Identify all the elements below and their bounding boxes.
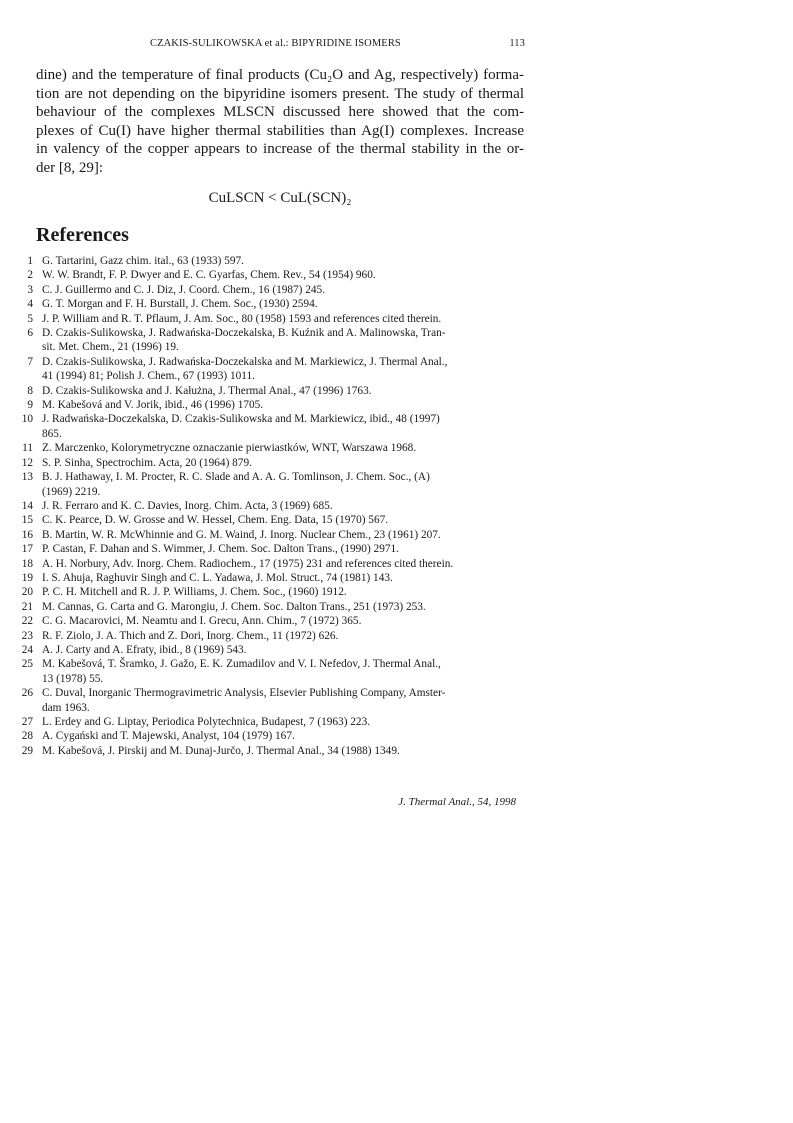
reference-item [18, 355, 538, 384]
reference-text: C. G. Macarovici, M. Neamtu and I. Grecu, Ann. Chim., 7 (1972) 365. [42, 615, 362, 628]
reference-text: Z. Marczenko, Kolorymetryczne oznaczanie pierwiastków, WNT, Warszawa 1968. [42, 442, 417, 455]
reference-text: I. S. Ahuja, Raghuvir Singh and C. L. Yadawa, J. Mol. Struct., 74 (1981) 143. [42, 571, 393, 584]
reference-text: 865. [42, 427, 62, 440]
reference-item [18, 686, 538, 715]
body-line: plexes of Cu(I) have higher thermal stabilities than Ag(I) complexes. Increase [36, 122, 524, 139]
reference-text: W. W. Brandt, F. P. Dwyer and E. C. Gyarfas, Chem. Rev., 54 (1954) 960. [42, 269, 376, 282]
reference-number: 22 [21, 615, 33, 628]
reference-number: 9 [27, 399, 33, 412]
reference-item [18, 571, 538, 585]
reference-number: 4 [27, 298, 33, 311]
body-line: in valency of the copper appears to increase of the thermal stability in the or- [36, 141, 524, 157]
reference-text: 13 (1978) 55. [42, 672, 104, 685]
reference-text: L. Erdey and G. Liptay, Periodica Polytechnica, Budapest, 7 (1963) 223. [42, 716, 371, 728]
reference-text: J. P. William and R. T. Pflaum, J. Am. Soc., 80 (1958) 1593 and references cited therein. [42, 312, 442, 325]
reference-number: 24 [21, 643, 33, 656]
reference-item [18, 283, 538, 297]
reference-number: 29 [21, 744, 33, 757]
reference-item [18, 499, 538, 513]
reference-number: 26 [21, 687, 33, 700]
reference-item [18, 729, 538, 743]
reference-item [18, 312, 538, 326]
references-list [18, 254, 538, 758]
reference-item [18, 441, 538, 455]
reference-item [18, 326, 538, 355]
reference-text: dam 1963. [42, 701, 90, 714]
reference-item [18, 268, 538, 282]
reference-item [18, 297, 538, 311]
reference-item [18, 528, 538, 542]
reference-number: 21 [21, 600, 33, 613]
reference-text: A. H. Norbury, Adv. Inorg. Chem. Radiochem., 17 (1975) 231 and references cited therein. [42, 557, 454, 570]
reference-item [18, 513, 538, 527]
body-paragraph [36, 66, 524, 177]
reference-item [18, 384, 538, 398]
body-line: der [8, 29]: [36, 159, 104, 176]
reference-number: 23 [21, 629, 33, 642]
reference-text: C. J. Guillermo and C. J. Diz, J. Coord. Chem., 16 (1987) 245. [42, 283, 326, 296]
page-number: 113 [509, 38, 525, 49]
body-line: dine) and the temperature of final products (Cu₂O and Ag, respectively) forma- [36, 67, 524, 83]
journal-footer: J. Thermal Anal., 54, 1998 [398, 796, 516, 808]
reference-number: 6 [27, 327, 33, 340]
reference-item [18, 614, 538, 628]
reference-item [18, 744, 538, 758]
reference-text: C. Duval, Inorganic Thermogravimetric Analysis, Elsevier Publishing Company, Amster- [42, 687, 446, 700]
reference-text: P. Castan, F. Dahan and S. Wimmer, J. Chem. Soc. Dalton Trans., (1990) 2971. [42, 543, 399, 556]
references-heading: References [36, 224, 129, 246]
reference-number: 8 [27, 384, 33, 397]
body-line: tion are not depending on the bipyridine isomers present. The study of thermal [36, 85, 524, 102]
reference-number: 18 [21, 557, 33, 570]
reference-text: G. T. Morgan and F. H. Burstall, J. Chem. Soc., (1930) 2594. [42, 298, 318, 311]
reference-number: 25 [21, 658, 33, 671]
reference-number: 12 [21, 456, 33, 469]
reference-number: 27 [21, 716, 33, 728]
reference-text: (1969) 2219. [42, 485, 101, 498]
reference-item [18, 398, 538, 412]
reference-item [18, 585, 538, 599]
reference-text: R. F. Ziolo, J. A. Thich and Z. Dori, Inorg. Chem., 11 (1972) 626. [42, 629, 339, 642]
reference-number: 17 [21, 543, 33, 556]
running-head-title: CZAKIS-SULIKOWSKA et al.: BIPYRIDINE ISOMERS [150, 38, 401, 49]
reference-number: 11 [22, 442, 33, 455]
reference-text: D. Czakis-Sulikowska, J. Radwańska-Doczekalska and M. Markiewicz, J. Thermal Anal., [42, 355, 448, 368]
reference-item [18, 456, 538, 470]
reference-item [18, 715, 538, 729]
reference-number: 2 [27, 269, 33, 282]
reference-item [18, 542, 538, 556]
reference-text: P. C. H. Mitchell and R. J. P. Williams, J. Chem. Soc., (1960) 1912. [42, 586, 347, 599]
reference-text: C. K. Pearce, D. W. Grosse and W. Hessel, Chem. Eng. Data, 15 (1970) 567. [42, 514, 389, 527]
body-line: behaviour of the complexes MLSCN discussed here showed that the com- [36, 104, 524, 120]
reference-number: 7 [27, 355, 33, 368]
reference-text: D. Czakis-Sulikowska and J. Kałużna, J. Thermal Anal., 47 (1996) 1763. [42, 384, 372, 397]
reference-item [18, 557, 538, 571]
reference-text: J. Radwańska-Doczekalska, D. Czakis-Sulikowska and M. Markiewicz, ibid., 48 (1997) [42, 413, 440, 426]
reference-item [18, 254, 538, 268]
reference-number: 14 [21, 499, 33, 512]
reference-item [18, 657, 538, 686]
reference-number: 5 [27, 312, 33, 325]
reference-text: 41 (1994) 81; Polish J. Chem., 67 (1993) 1011. [42, 370, 255, 383]
reference-number: 1 [27, 255, 33, 267]
reference-number: 15 [21, 514, 33, 527]
reference-text: A. J. Carty and A. Efraty, ibid., 8 (1969) 543. [42, 643, 247, 656]
reference-number: 20 [21, 586, 33, 599]
reference-text: A. Cygański and T. Majewski, Analyst, 104 (1979) 167. [42, 730, 295, 743]
reference-text: M. Cannas, G. Carta and G. Marongiu, J. Chem. Soc. Dalton Trans., 251 (1973) 253. [42, 600, 426, 613]
reference-text: M. Kabešová, T. Šramko, J. Gažo, E. K. Zumadilov and V. I. Nefedov, J. Thermal Anal., [42, 658, 441, 671]
reference-text: G. Tartarini, Gazz chim. ital., 63 (1933) 597. [42, 255, 244, 267]
reference-text: J. R. Ferraro and K. C. Davies, Inorg. Chim. Acta, 3 (1969) 685. [42, 499, 333, 512]
reference-number: 19 [21, 571, 33, 584]
reference-number: 28 [21, 730, 33, 743]
reference-item [18, 629, 538, 643]
reference-text: sit. Met. Chem., 21 (1996) 19. [42, 341, 179, 354]
reference-number: 16 [21, 528, 33, 541]
reference-text: B. Martin, W. R. McWhinnie and G. M. Waind, J. Inorg. Nuclear Chem., 23 (1961) 207. [42, 528, 441, 541]
reference-number: 3 [27, 283, 33, 296]
reference-text: M. Kabešová and V. Jorik, ibid., 46 (1996) 1705. [42, 399, 264, 412]
reference-text: M. Kabešová, J. Pirskij and M. Dunaj-Jurčo, J. Thermal Anal., 34 (1988) 1349. [42, 744, 400, 757]
reference-item [18, 470, 538, 499]
reference-number: 13 [21, 471, 33, 484]
running-head [150, 38, 525, 54]
reference-item [18, 643, 538, 657]
reference-text: B. J. Hathaway, I. M. Procter, R. C. Slade and A. A. G. Tomlinson, J. Chem. Soc., (A) [42, 471, 430, 484]
reference-number: 10 [21, 413, 33, 426]
reference-item [18, 412, 538, 441]
stability-order-formula: CuLSCN < CuL(SCN)₂ [208, 190, 352, 206]
reference-item [18, 600, 538, 614]
reference-text: D. Czakis-Sulikowska, J. Radwańska-Doczekalska, B. Kuźnik and A. Malinowska, Tran- [42, 327, 446, 340]
reference-text: S. P. Sinha, Spectrochim. Acta, 20 (1964) 879. [42, 456, 252, 469]
